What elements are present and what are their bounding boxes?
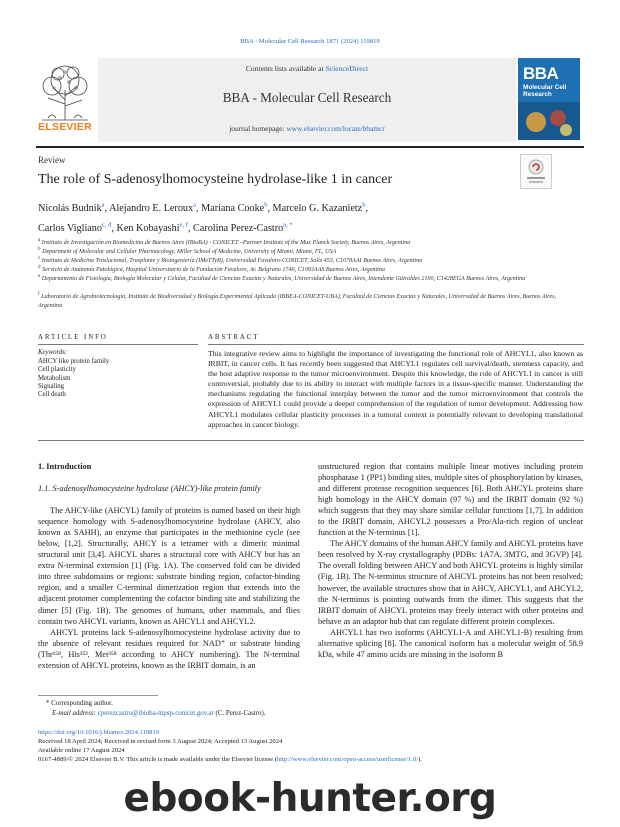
header-rule [36, 146, 584, 148]
affiliation-b: $^b$ Department of Molecular and Cellular Pharmacology, Miller School of Medicine, University of Miami, Miami, FL, USA [38, 246, 337, 256]
abstract-heading: ABSTRACT [208, 334, 260, 341]
article-type: Review [38, 155, 66, 165]
body-paragraph: AHCYL proteins lack S-adenosylhomocysteine hydrolase activity due to the absence of relevant residues required for NAD⁺ or substrate binding (Thr¹⁵⁸, His³⁵³, Met³⁵⁸ according to AHCY numbering). The N-terminal extension of AHCYL proteins, known as the IRBIT domain, is an [38, 627, 300, 670]
license-line [38, 755, 598, 764]
license-link[interactable]: http://www.elsevier.com/open-access/userlicense/1.0/ [276, 756, 419, 763]
running-header[interactable]: BBA - Molecular Cell Research 1871 (2024) 119819 [240, 38, 380, 45]
subsection-heading: 1.1. S-adenosylhomocysteine hydrolase (AHCY)-like protein family [38, 484, 261, 494]
body-left-column [38, 461, 300, 671]
corresponding-author-note: * Corresponding author. [46, 700, 113, 707]
author[interactable]: Alejandro E. Leroux$^a$, [109, 202, 199, 215]
homepage-line [98, 124, 516, 133]
keyword: Cell death [38, 391, 66, 399]
cover-art-icon [518, 102, 580, 140]
received-dates: Received 18 April 2024; Received in revised form 3 August 2024; Accepted 13 August 2024 [38, 738, 283, 745]
cover-title: BBA [523, 64, 559, 83]
homepage-prefix: journal homepage: [229, 124, 287, 133]
contents-line [98, 64, 516, 73]
keyword: Signaling [38, 382, 65, 390]
license-suffix: ). [418, 756, 422, 763]
affiliation-f: $^f$ Laboratorio de Agrobiotecnología, Instituto de Biodiversidad y Biología Experimental Aplicada (IBBEA-CONICET-UBA), Facultad de Ciencias Exactas y Naturales, Universidad de Buenos Aires, Buenos Aires, Argentina [38, 291, 557, 309]
journal-banner [98, 58, 516, 142]
body-paragraph: The AHCY-like (AHCYL) family of proteins is named based on their high sequence homology with S-adenosylhomocysteine hydrolase (AHCY, also known as SAHH), an enzyme that participates in the methionine cycle (see below, [1,2]. Structurally, AHCY is a tetramer with a dimeric minimal structural unit [3,4]. AHCYL shares a structural core with AHCY but has an extra N-terminal extension [1] (Fig. 1A). The conserved fold can be divided into three subdomains or regions: substrate binding region, cofactor-binding region, and a smaller C-terminal dimerization region that extends into the adjacent protomer complementing the cofactor binding site and stabilizing the dimer [5] (Fig. 1B). The genomes of humans, other mammals, and flies contain two AHCYL variants, known as AHCYL1 and AHCYL2. [38, 506, 300, 626]
check-for-updates-icon [521, 155, 551, 188]
cover-subtitle: Molecular Cell Research [523, 84, 567, 98]
affiliation-d: $^d$ Servicio de Anatomía Patológica, Hospital Universitario de la Fundación Favaloro, Av. Belgrano 1746, C1093AAS Buenos Aires, Argentina [38, 264, 385, 274]
keyword: Cell plasticity [38, 366, 76, 374]
body-paragraph: The AHCY domains of the human AHCY family and AHCYL proteins have been resolved by X-ray crystallography (PDBs: 1A7A, 3MTG, and 3GVP) [4]. The overall folding between AHCY and both AHCYL proteins is highly similar (Fig. 1B). The N-terminus structure of AHCYL proteins has not been resolved; however, the available structures show that in AHCY, AHCYL1, and AHCYL2, the N-terminus is pointing outwards from the dimer. This suggests that the IRBIT domain of AHCYL proteins may freely interact with other proteins and behave as an adaptor hub that can regulate different protein complexes. [318, 539, 583, 626]
footnote-rule [38, 695, 158, 696]
abstract-rule [208, 344, 584, 345]
email-line [52, 709, 265, 718]
keyword: Metabolism [38, 374, 71, 382]
email-link[interactable]: cperezcastro@ibioba-mpsp-conicet.gov.ar [97, 710, 214, 717]
body-paragraph: AHCYL1 has two isoforms (AHCYL1-A and AHCYL1-B) resulting from alternative splicing [8]. The canonical isoform has a molecular weight of 58.9 kDa, while 47 amino acids are missing in the isoform B [318, 627, 583, 659]
email-label: E-mail address: [52, 710, 98, 717]
affiliation-a: $^a$ Instituto de Investigación en Biomedicina de Buenos Aires (IBioBA) - CONICET –Partner Institute of the Max Planck Society, Buenos Aires, Argentina [38, 237, 411, 247]
author[interactable]: Carlos Vigliano$^{c, d}$, [38, 221, 114, 234]
online-date: Available online 17 August 2024 [38, 747, 125, 754]
doi-link[interactable]: https://doi.org/10.1016/j.bbamcr.2024.119819 [38, 729, 160, 736]
abstract-text: This integrative review aims to highlight the importance of investigating the functional role of AHCYL1, also known as IRBIT, in cancer cells. It has recently been suggested that AHCYL1 regulates cell survival/death, stemness capacity, and the host adaptive response to the tumor microenvironment. Despite this knowledge, the role of AHCYL1 in cancer is still controversial, probably due to its ability to interact with multiple factors in a tissue-specific manner. Understanding the mechanisms regulating the functional interplay between the tumor and the tumor microenvironment that controls the expression of AHCYL1 could provide a deeper comprehension of the regulation of tumor development. Addressing how AHCYL1 modulates cellular plasticity processes in a tumoral context is potentially relevant to developing translational approaches in cancer biology. [208, 349, 583, 429]
author[interactable]: Ken Kobayashi$^{e, f}$, [116, 221, 191, 234]
check-for-updates-button[interactable] [520, 154, 552, 189]
author[interactable]: Marcelo G. Kazanietz$^b$, [272, 202, 369, 215]
keywords-label: Keywords: [38, 349, 68, 356]
section-heading: 1. Introduction [38, 462, 92, 471]
author-list [38, 198, 508, 237]
article-info-heading: ARTICLE INFO [38, 334, 108, 341]
article-info-rule [38, 344, 198, 345]
email-suffix: (C. Perez-Castro). [213, 710, 266, 717]
elsevier-wordmark: ELSEVIER [38, 122, 92, 133]
sciencedirect-link[interactable]: ScienceDirect [325, 64, 369, 73]
affiliation-e: $^e$ Departamento de Fisiología, Biología Molecular y Celular, Facultad de Ciencias Exactas y Naturales, Universidad de Buenos Aires, Intendente Güiraldes 2160, C1428EGA Buenos Aires, Argentina [38, 273, 526, 283]
contents-prefix: Contents lists available at [245, 64, 326, 73]
homepage-link[interactable]: www.elsevier.com/locate/bbamcr [286, 124, 385, 133]
keyword-list [38, 358, 109, 399]
abstract-bottom-rule [38, 440, 584, 441]
body-right-column [318, 461, 583, 660]
body-paragraph: unstructured region that contains multiple linear motives including protein phosphatase 1 (PP1) binding sites, multiple sites of phosphorylation by kinases, and different protease recognition sequences [6]. Both AHCYL proteins share high homology in the AHCY domain (97 %) and the IRBIT domain (92 %) which suggests that they may share similar cellular functions [1,7]. In addition to the IRBIT domain, AHCYL2 possesses a Pro/Ala-rich region of unclear function at the N-terminus [1]. [318, 462, 583, 538]
author[interactable]: Nicolás Budnik$^a$, [38, 202, 108, 215]
author[interactable]: Carolina Perez-Castro$^{a, *}$ [192, 221, 293, 234]
keyword: AHCY like protein family [38, 358, 110, 365]
license-prefix: 0167-4889/© 2024 Elsevier B.V. This article is made available under the Elsevier license ( [38, 756, 277, 763]
affiliation-c: $^c$ Instituto de Medicina Traslacional, Trasplante y Bioingeniería (IMeTTyB), Universidad Favaloro-CONICET, Solís 453, C1078AAI Buenos Aires, Argentina [38, 255, 423, 265]
author[interactable]: Mariana Cooke$^b$, [201, 202, 270, 215]
watermark-text: ebook-hunter.org [123, 776, 497, 821]
article-title: The role of S-adenosylhomocysteine hydrolase-like 1 in cancer [38, 172, 393, 187]
journal-title: BBA - Molecular Cell Research [222, 90, 392, 105]
journal-cover[interactable] [518, 58, 580, 140]
